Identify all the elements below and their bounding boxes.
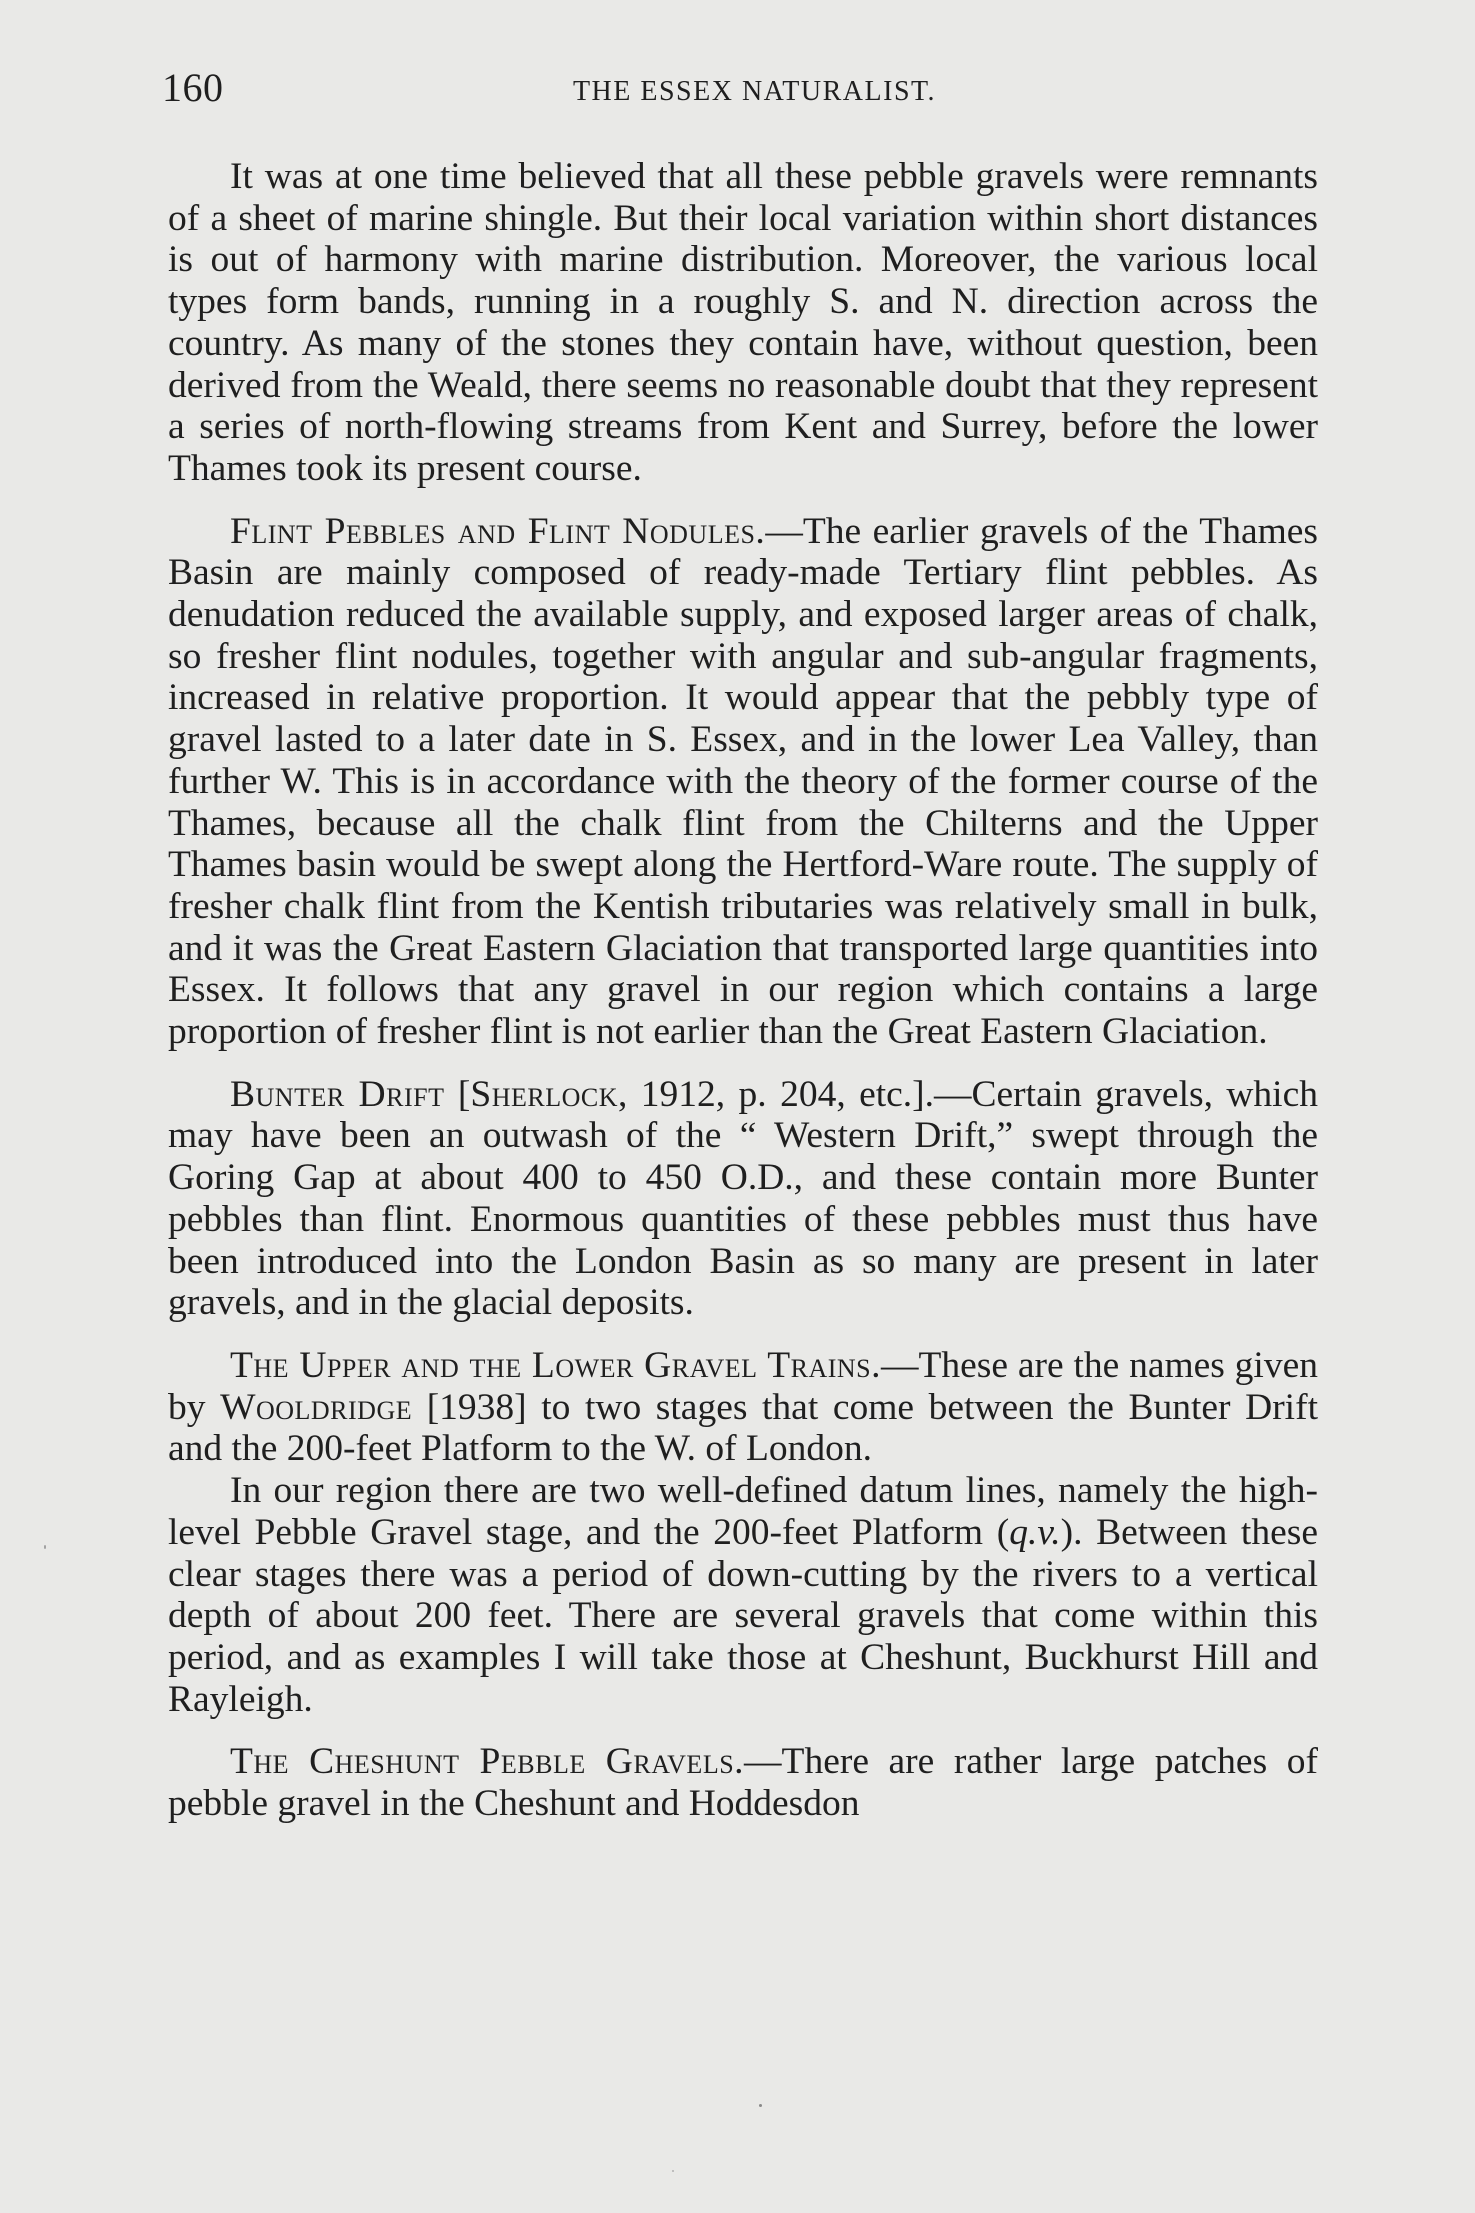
citation-author: Sherlock — [470, 1073, 619, 1115]
paragraph-pebble-gravels-origin — [168, 156, 1318, 490]
paragraph-bunter-drift — [168, 1074, 1318, 1324]
section-heading: Bunter Drift — [230, 1073, 445, 1115]
paper-speck — [44, 1545, 46, 1549]
paragraph-flint-pebbles — [168, 511, 1318, 1053]
citation-open: [ — [444, 1073, 471, 1115]
paragraph-text: —There are rather large patches of pebble gravel in the Cheshunt and Hoddesdon — [168, 1741, 1318, 1825]
body-text — [168, 156, 1318, 1825]
paragraph-text: , 1912, p. 204, etc.].—Certain gravels, which may have been an outwash of the “ Western Drift,” swept through the Goring Gap at about 400 to 450 O.D., and these contain more Bunter pebbles than flint. Enormous quantities of these pebbles must thus have been introduced into the London Basin as so many are present in later gravels, and in the glacial deposits. — [168, 1073, 1318, 1324]
journal-title: THE ESSEX NATURALIST. — [572, 76, 937, 107]
paragraph-text: In our region there are two well-defined datum lines, namely the high-level Pebble Gravel stage, and the 200-feet Platform ( — [168, 1470, 1318, 1553]
citation-author: Wooldridge — [220, 1386, 413, 1428]
paper-speck — [759, 2104, 762, 2107]
paper-speck — [672, 2170, 674, 2172]
section-heading: The Upper and the Lower Gravel Trains. — [230, 1344, 881, 1386]
paragraph-text: ). Between these clear stages there was a period of down-cutting by the rivers to a vertical depth of about 200 feet. There are several gravels that come within this period, and as examples I will take those at Cheshunt, Buckhurst Hill and Rayleigh. — [168, 1511, 1318, 1720]
section-heading: Flint Pebbles and Flint Nodules. — [230, 510, 766, 552]
section-heading: The Cheshunt Pebble Gravels. — [230, 1741, 745, 1783]
paragraph-text: —The earlier gravels of the Thames Basin are mainly composed of ready-made Tertiary flint pebbles. As denudation reduced the available supply, and exposed larger areas of chalk, so fresher flint nodules, together with angular and sub-angular fragments, increased in relative proportion. It would appear that the pebbly type of gravel lasted to a later date in S. Essex, and in the lower Lea Valley, than further W. This is in accordance with the theory of the former course of the Thames, because all the chalk flint from the Chilterns and the Upper Thames basin would be swept along the Hertford-Ware route. The supply of fresher chalk flint from the Kentish tributaries was relatively small in bulk, and it was the Great Eastern Glaciation that transported large quantities into Essex. It follows that any gravel in our region which contains a large proportion of fresher flint is not earlier than the Great Eastern Glaciation. — [168, 510, 1318, 1053]
page-number: 160 — [162, 65, 224, 110]
paragraph-gravel-trains — [168, 1345, 1318, 1470]
paragraph-text: It was at one time believed that all these pebble gravels were remnants of a sheet of marine shingle. But their local variation within short distances is out of harmony with marine distribution. Moreover, the various local types form bands, running in a roughly S. and N. direction across the country. As many of the stones they contain have, without question, been derived from the Weald, there seems no reasonable doubt that they represent a series of north-flowing streams from Kent and Surrey, before the lower Thames took its present course. — [168, 156, 1318, 489]
paragraph-text: —These are the names given by — [168, 1344, 1318, 1428]
running-head — [162, 64, 1317, 124]
italic-abbreviation: q.v. — [1009, 1511, 1061, 1553]
paragraph-cheshunt-gravels — [168, 1741, 1318, 1824]
paragraph-datum-lines — [168, 1470, 1318, 1720]
paragraph-text: [1938] to two stages that come between the Bunter Drift and the 200-feet Platform to the W. of London. — [168, 1386, 1319, 1470]
